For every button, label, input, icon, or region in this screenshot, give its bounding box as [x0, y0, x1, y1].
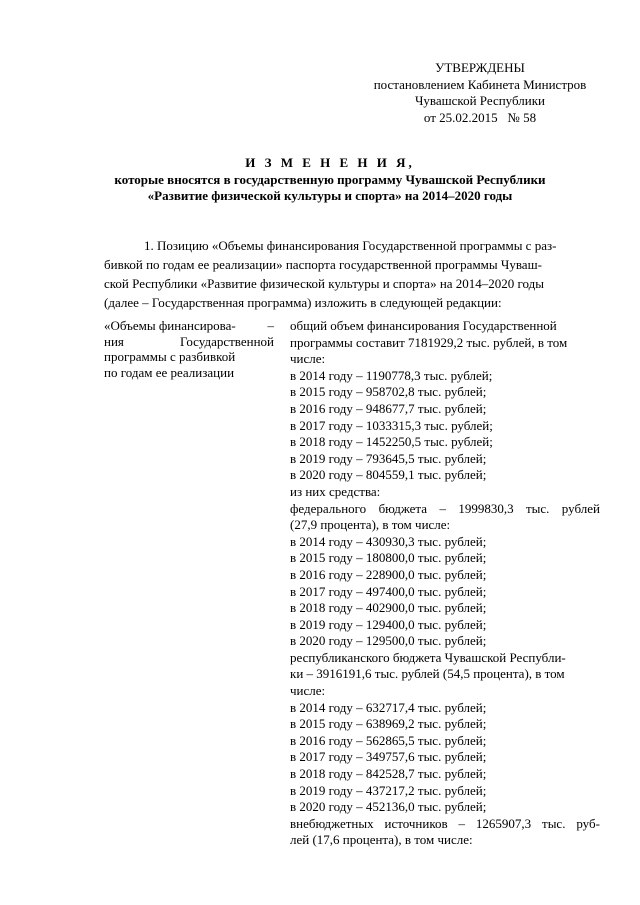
intro-line-1 [104, 236, 600, 255]
title-line-3: «Развитие физической культуры и спорта» на 2014–2020 годы [147, 188, 513, 203]
total-year-2014: в 2014 году – 1190778,3 тыс. рублей; [290, 367, 493, 383]
republic-line-2: ки – 3916191,6 тыс. рублей (54,5 процента), в том [290, 666, 565, 682]
intro-line-3: ской Республики «Развитие физической культуры и спорта» на 2014–2020 годы [104, 276, 545, 291]
label-row-4: по годам ее реализации [104, 364, 235, 380]
intro-line-4: (далее – Государственная программа) изложить в следующей редакции: [104, 295, 502, 310]
federal-word-2: бюджета [378, 500, 428, 516]
extra-word-2: источников [384, 815, 448, 831]
total-year-2020: в 2020 году – 804559,1 тыс. рублей; [290, 467, 487, 483]
republic-year-2015: в 2015 году – 638969,2 тыс. рублей; [290, 716, 487, 732]
federal-year-2020: в 2020 году – 129500,0 тыс. рублей; [290, 633, 487, 649]
federal-year-2016: в 2016 году – 228900,0 тыс. рублей; [290, 566, 487, 582]
federal-year-2014: в 2014 году – 430930,3 тыс. рублей; [290, 533, 487, 549]
federal-year-2017: в 2017 году – 497400,0 тыс. рублей; [290, 583, 487, 599]
document-title [100, 155, 560, 205]
republic-year-2018: в 2018 году – 842528,7 тыс. рублей; [290, 766, 487, 782]
label-row-1-dash: – [267, 318, 274, 333]
total-line-2: программы составит 7181929,2 тыс. рублей, в том [290, 334, 568, 350]
republic-line-1: республиканского бюджета Чувашской Республи- [290, 649, 566, 665]
federal-word-4: 1999830,3 [458, 500, 514, 516]
federal-line-2: (27,9 процента), в том числе: [290, 517, 451, 533]
intro-paragraph [104, 236, 600, 312]
federal-word-1: федерального [290, 500, 367, 516]
extra-word-5: тыс. [542, 815, 566, 831]
total-year-2017: в 2017 году – 1033315,3 тыс. рублей; [290, 417, 493, 433]
federal-word-6: рублей [561, 500, 600, 516]
label-row-2-b: Государственной [179, 333, 274, 349]
approval-line-3: Чувашской Республики [414, 93, 546, 108]
republic-year-2014: в 2014 году – 632717,4 тыс. рублей; [290, 699, 487, 715]
intro-line-1-text: 1. Позицию «Объемы финансирования Государственной программы с раз- [144, 238, 557, 253]
total-year-2015: в 2015 году – 958702,8 тыс. рублей; [290, 384, 487, 400]
title-line-2: которые вносятся в государственную программу Чувашской Республики [114, 171, 546, 187]
approval-line-4: от 25.02.2015 № 58 [423, 109, 537, 125]
total-year-2016: в 2016 году – 948677,7 тыс. рублей; [290, 400, 487, 416]
total-year-2018: в 2018 году – 1452250,5 тыс. рублей; [290, 434, 493, 450]
total-year-2019: в 2019 году – 793645,5 тыс. рублей; [290, 450, 487, 466]
extra-word-1: внебюджетных [290, 815, 374, 831]
title-main: И З М Е Н Е Н И Я, [245, 155, 415, 170]
label-row-1 [104, 318, 274, 334]
total-line-1: общий объем финансирования Государственной [290, 318, 557, 333]
federal-word-3: – [439, 500, 446, 516]
extrabudget-line-2: лей (17,6 процента), в том числе: [290, 832, 473, 848]
position-value-cell [290, 318, 600, 849]
approval-line-2: постановлением Кабинета Министров [373, 76, 587, 92]
extra-word-3: – [458, 815, 466, 831]
extra-word-6: руб- [576, 815, 600, 831]
federal-word-5: тыс. [525, 500, 550, 516]
sources-label: из них средства: [290, 483, 381, 499]
label-row-2-a: ния [104, 333, 124, 349]
extrabudget-line-1 [290, 816, 600, 833]
extra-word-4: 1265907,3 [475, 815, 532, 831]
federal-year-2019: в 2019 году – 129400,0 тыс. рублей; [290, 616, 487, 632]
federal-line-1 [290, 501, 600, 518]
total-line-3: числе: [290, 351, 326, 367]
republic-year-2019: в 2019 году – 437217,2 тыс. рублей; [290, 782, 487, 798]
approval-heading: УТВЕРЖДЕНЫ [435, 60, 525, 75]
approval-stamp [360, 60, 600, 126]
federal-year-2015: в 2015 году – 180800,0 тыс. рублей; [290, 550, 487, 566]
republic-year-2020: в 2020 году – 452136,0 тыс. рублей; [290, 799, 487, 815]
label-row-1-text: «Объемы финансирова- [104, 318, 236, 333]
position-label-cell [104, 318, 274, 380]
label-row-3: программы с разбивкой [104, 349, 236, 364]
federal-year-2018: в 2018 году – 402900,0 тыс. рублей; [290, 600, 487, 616]
republic-year-2016: в 2016 году – 562865,5 тыс. рублей; [290, 732, 487, 748]
intro-line-2: бивкой по годам ее реализации» паспорта государственной программы Чуваш- [104, 257, 542, 272]
republic-line-3: числе: [290, 683, 326, 699]
republic-year-2017: в 2017 году – 349757,6 тыс. рублей; [290, 749, 487, 765]
label-row-2 [104, 334, 274, 350]
